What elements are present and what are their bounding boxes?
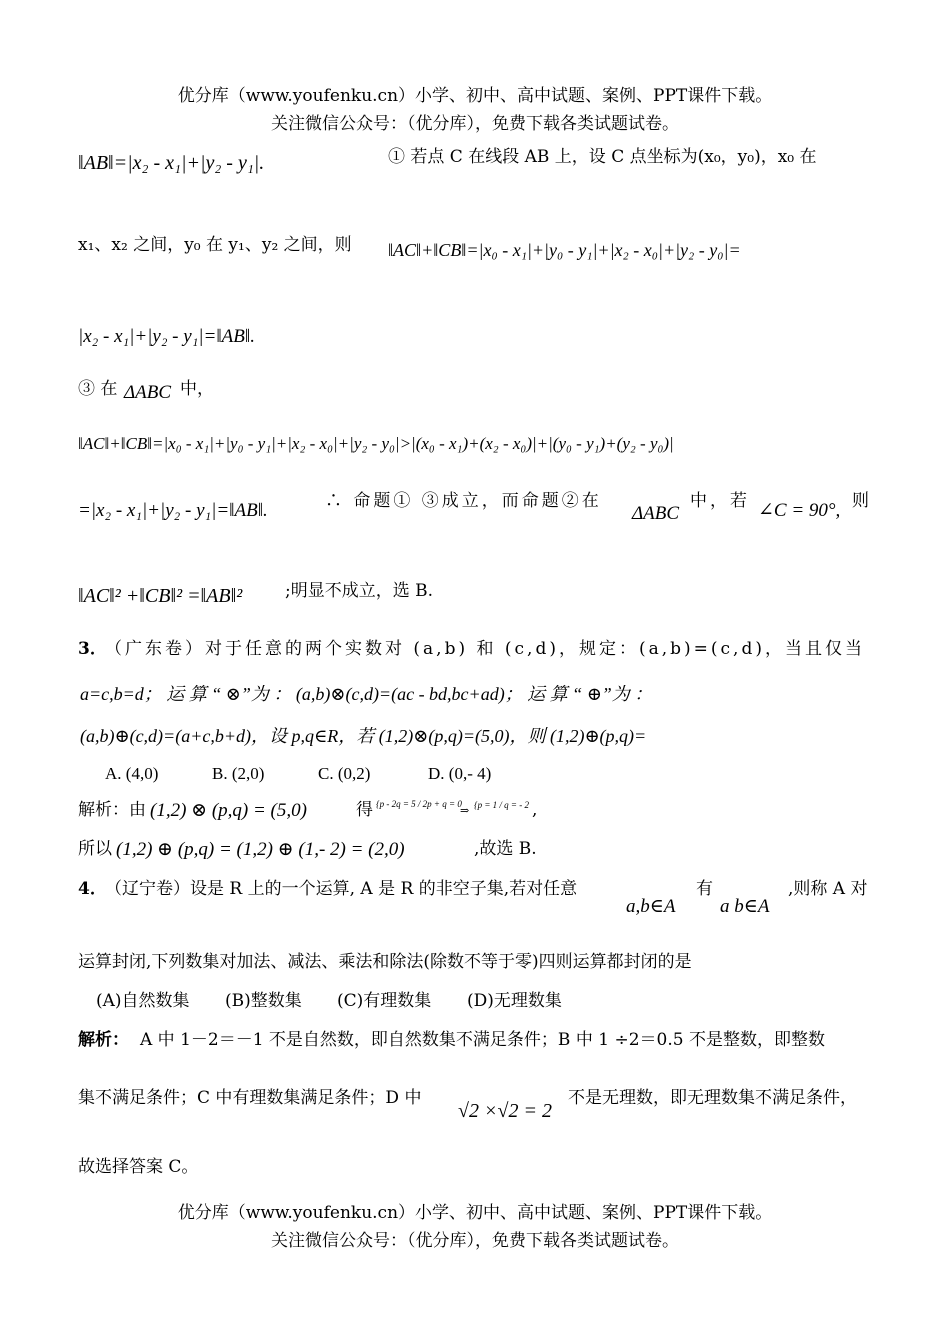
- formula-triangle-abc: ΔABC: [124, 382, 172, 403]
- q3-answer-de: 得: [356, 800, 373, 820]
- formula-triangle-abc-2: ΔABC: [632, 503, 680, 524]
- q4-answer-label: 解析：: [78, 1030, 129, 1050]
- q3-answer-formula-1: (1,2) ⊗ (p,q) = (5,0): [150, 800, 307, 821]
- q2-text-3: ③ 在: [78, 379, 118, 399]
- q2-text-1: ① 若点 C 在线段 AB 上，设 C 点坐标为(x₀，y₀)，x₀ 在: [388, 147, 817, 167]
- q2-text-6: 中，若: [690, 491, 750, 511]
- q3-answer-label-2: 所以: [78, 839, 112, 859]
- q4-answer-2: 集不满足条件；C 中有理数集满足条件；D 中: [78, 1088, 422, 1108]
- q4-option-a: (A)自然数集: [96, 991, 190, 1011]
- q4-answer-3: 故选择答案 C。: [78, 1157, 199, 1177]
- q4-text-then: ,则称 A 对: [788, 879, 868, 899]
- formula-ac-cb-sum: ‖AC‖+‖CB‖=|x₀ - x₁|+|y₀ - y₁|+|x₂ - x₀|+|y₂ - y₀|=: [388, 240, 741, 260]
- q4-option-c: (C)有理数集: [337, 991, 432, 1011]
- q3-statement-2: a=c,b=d； 运 算 “ ⊗”为 ： (a,b)⊗(c,d)=(ac - bd,bc+ad)； 运 算 “ ⊕”为 ：: [80, 684, 653, 704]
- q3-number: 3．: [78, 639, 107, 659]
- q3-statement-3: (a,b)⊕(c,d)=(a+c,b+d)，设 p,q∈R，若 (1,2)⊗(p,q)=(5,0)，则 (1,2)⊕(p,q)=: [80, 726, 647, 746]
- q3-system-2: {p = 1 / q = - 2: [474, 800, 529, 810]
- q3-answer-comma: ,: [532, 800, 538, 820]
- header-line-2: 关注微信公众号：（优分库），免费下载各类试题试卷。: [271, 114, 679, 134]
- q4-text-you: 有: [696, 879, 713, 899]
- q3-system-1: {p - 2q = 5 / 2p + q = 0: [376, 799, 462, 809]
- q3-statement-1: （广东卷）对于任意的两个实数对 (a,b) 和 (c,d)，规定：(a,b)=(c,d)，当且仅当: [105, 639, 865, 659]
- footer-line-1: 优分库（www.youfenku.cn）小学、初中、高中试题、案例、PPT课件下载。: [177, 1203, 773, 1223]
- q3-option-d: D. (0,- 4): [428, 764, 492, 783]
- q4-option-d: (D)无理数集: [467, 991, 562, 1011]
- q4-statement-1: （辽宁卷）设是 R 上的一个运算, A 是 R 的非空子集,若对任意: [105, 879, 578, 899]
- q2-text-4: 中，: [180, 379, 214, 399]
- formula-triangle-inequality: ‖AC‖+‖CB‖=|x₀ - x₁|+|y₀ - y₁|+|x₂ - x₀|+|y₂ - y₀|>|(x₀ - x₁)+(x₂ - x₀)|+|(y₀ - y₁)+(y₂ - y₀)|: [78, 434, 674, 453]
- footer-line-2: 关注微信公众号：（优分库），免费下载各类试题试卷。: [271, 1231, 679, 1251]
- q2-text-7: 则: [852, 491, 869, 511]
- q4-formula-ab-in-a: a,b∈A: [626, 896, 676, 917]
- q4-number: 4．: [78, 879, 107, 899]
- formula-x2x1-sum: |x₂ - x₁|+|y₂ - y₁|=‖AB‖.: [78, 326, 255, 347]
- q4-answer-2b: 不是无理数，即无理数集不满足条件，: [568, 1088, 857, 1108]
- q3-option-a: A. (4,0): [105, 764, 159, 783]
- q3-option-b: B. (2,0): [212, 764, 265, 783]
- q3-answer-choice: ,故选 B.: [474, 839, 537, 859]
- q2-text-2: x₁、x₂ 之间，y₀ 在 y₁、y₂ 之间，则: [78, 235, 352, 255]
- q3-option-c: C. (0,2): [318, 764, 371, 783]
- q2-text-5: ∴ 命题① ③成立，而命题②在: [325, 491, 602, 511]
- q2-text-8: ;明显不成立，选 B.: [285, 581, 434, 601]
- q3-implies-arrow: ⇒: [460, 805, 470, 817]
- formula-ab-norm: ‖AB‖=|x₂ - x₁|+|y₂ - y₁|.: [78, 152, 265, 174]
- q3-answer-formula-2: (1,2) ⊕ (p,q) = (1,2) ⊕ (1,- 2) = (2,0): [116, 839, 405, 860]
- q4-formula-closed: a b∈A: [720, 896, 770, 917]
- q3-answer-label: 解析：由: [78, 800, 146, 820]
- q4-sqrt-formula: √2 ×√2 = 2: [458, 1100, 552, 1122]
- formula-pythagoras: ‖AC‖² +‖CB‖² =‖AB‖²: [78, 585, 243, 607]
- q4-option-b: (B)整数集: [225, 991, 302, 1011]
- q4-answer-1: A 中 1－2＝－1 不是自然数，即自然数集不满足条件；B 中 1 ÷2＝0.5 不是整数，即整数: [140, 1030, 825, 1050]
- header-line-1: 优分库（www.youfenku.cn）小学、初中、高中试题、案例、PPT课件下载。: [177, 86, 773, 106]
- formula-equals-ab: =|x₂ - x₁|+|y₂ - y₁|=‖AB‖.: [78, 500, 268, 521]
- formula-angle-c: ∠C = 90°,: [758, 500, 841, 521]
- q4-statement-2: 运算封闭,下列数集对加法、减法、乘法和除法(除数不等于零)四则运算都封闭的是: [78, 952, 692, 972]
